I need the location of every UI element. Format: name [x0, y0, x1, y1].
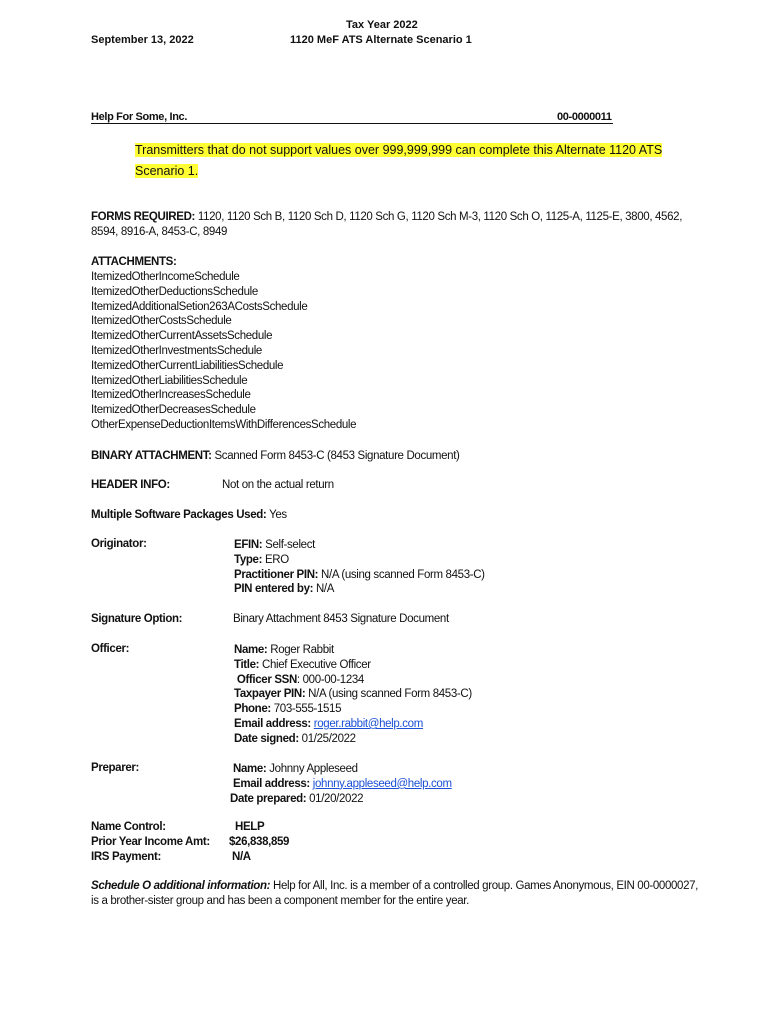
name-control-value: HELP — [235, 821, 265, 833]
type-value: ERO — [264, 553, 289, 566]
officer-phone-label: Phone: — [234, 703, 271, 716]
attachment-item: ItemizedOtherCurrentLiabilitiesSchedule — [91, 359, 284, 372]
officer-email-link[interactable]: roger.rabbit@help.com — [313, 717, 423, 730]
efin-value: Self-select — [265, 539, 315, 551]
binary-attachment — [91, 450, 460, 462]
preparer-label: Preparer: — [91, 762, 139, 774]
attachment-item: ItemizedOtherDecreasesSchedule — [91, 404, 256, 417]
signature-option-label: Signature Option: — [91, 613, 183, 625]
attachment-item: ItemizedOtherIncomeSchedule — [91, 271, 240, 283]
preparer-block — [230, 762, 452, 806]
document-date: September 13, 2022 — [91, 34, 194, 46]
preparer-date-label: Date prepared: — [230, 792, 307, 805]
officer-email-label: Email address: — [234, 717, 311, 730]
binary-attachment-label: BINARY ATTACHMENT: — [91, 450, 212, 462]
forms-required-line-1 — [91, 211, 682, 223]
header-info-label: HEADER INFO: — [91, 479, 170, 491]
officer-date-signed: 01/25/2022 — [301, 732, 356, 745]
attachments-label: ATTACHMENTS: — [91, 256, 177, 268]
schedule-o-line-2: is a brother-sister group and has been a component member for the entire year. — [91, 895, 469, 907]
preparer-email-label: Email address: — [233, 777, 310, 790]
schedule-o-line-1 — [91, 880, 698, 892]
name-control-label: Name Control: — [91, 821, 166, 833]
officer-ssn: : 000-00-1234 — [296, 673, 364, 686]
forms-required-list: 1120, 1120 Sch B, 1120 Sch D, 1120 Sch G, 1120 Sch M-3, 1120 Sch O, 1125-A, 1125-E, 3800, 4562, — [197, 211, 683, 223]
pin-entered-label: PIN entered by: — [234, 583, 314, 596]
officer-phone: 703-555-1515 — [273, 703, 342, 716]
attachment-item: ItemizedOtherDeductionsSchedule — [91, 285, 258, 298]
forms-required-line-2: 8594, 8916-A, 8453-C, 8949 — [91, 226, 228, 238]
attachment-item: ItemizedOtherLiabilitiesSchedule — [91, 374, 248, 387]
attachment-item: ItemizedOtherCurrentAssetsSchedule — [91, 330, 273, 343]
company-ein: 00-0000011 — [557, 111, 612, 123]
pin-entered-value: N/A — [315, 583, 335, 596]
officer-label: Officer: — [91, 643, 130, 655]
attachments-list — [91, 270, 356, 433]
prior-year-value: $26,838,859 — [229, 836, 290, 848]
officer-block — [234, 643, 472, 747]
officer-date-label: Date signed: — [234, 732, 299, 745]
originator-block — [234, 538, 485, 597]
officer-title: Chief Executive Officer — [262, 658, 371, 671]
signature-option-value: Binary Attachment 8453 Signature Document — [233, 613, 449, 625]
officer-name-label: Name: — [234, 644, 268, 656]
schedule-o-text: Help for All, Inc. is a member of a controlled group. Games Anonymous, EIN 00-0000027, — [273, 880, 699, 892]
multiple-software-label: Multiple Software Packages Used: — [91, 509, 267, 521]
forms-required-label: FORMS REQUIRED: — [91, 211, 196, 223]
attachment-item: OtherExpenseDeductionItemsWithDifferencesSchedule — [91, 418, 357, 431]
type-label: Type: — [234, 553, 263, 566]
practitioner-pin-label: Practitioner PIN: — [234, 568, 319, 581]
practitioner-pin-value: N/A (using scanned Form 8453-C) — [321, 568, 485, 581]
taxpayer-pin: N/A (using scanned Form 8453-C) — [308, 688, 472, 701]
officer-ssn-label: Officer SSN — [236, 673, 297, 686]
notice-line-1: Transmitters that do not support values over 999,999,999 can complete this Alternate 1120 ATS — [135, 143, 663, 157]
scenario-title: 1120 MeF ATS Alternate Scenario 1 — [290, 34, 472, 46]
notice-line-2: Scenario 1. — [135, 164, 199, 178]
officer-title-label: Title: — [234, 658, 260, 671]
company-underline — [91, 123, 613, 124]
summary-values — [229, 820, 289, 865]
company-name: Help For Some, Inc. — [91, 111, 188, 123]
officer-name: Roger Rabbit — [270, 644, 334, 656]
header-info-value: Not on the actual return — [222, 479, 334, 491]
attachment-item: ItemizedOtherInvestmentsSchedule — [91, 344, 262, 357]
multiple-software — [91, 509, 287, 521]
preparer-date: 01/20/2022 — [309, 792, 364, 805]
summary-labels — [91, 820, 210, 865]
tax-year: Tax Year 2022 — [346, 19, 418, 31]
attachment-item: ItemizedAdditionalSetion263ACostsSchedule — [91, 300, 308, 313]
binary-attachment-value: Scanned Form 8453-C (8453 Signature Document) — [214, 450, 460, 462]
schedule-o-label: Schedule O additional information: — [91, 880, 271, 892]
efin-label: EFIN: — [234, 539, 263, 551]
preparer-name-label: Name: — [233, 763, 267, 775]
irs-payment-label: IRS Payment: — [91, 851, 161, 863]
multiple-software-value: Yes — [269, 509, 287, 521]
attachment-item: ItemizedOtherCostsSchedule — [91, 315, 232, 328]
preparer-email-link[interactable]: johnny.appleseed@help.com — [312, 777, 452, 790]
attachment-item: ItemizedOtherIncreasesSchedule — [91, 389, 251, 402]
taxpayer-pin-label: Taxpayer PIN: — [234, 688, 306, 701]
originator-label: Originator: — [91, 538, 147, 550]
prior-year-label: Prior Year Income Amt: — [91, 836, 210, 848]
irs-payment-value: N/A — [232, 851, 251, 863]
preparer-name: Johnny Appleseed — [269, 763, 358, 775]
